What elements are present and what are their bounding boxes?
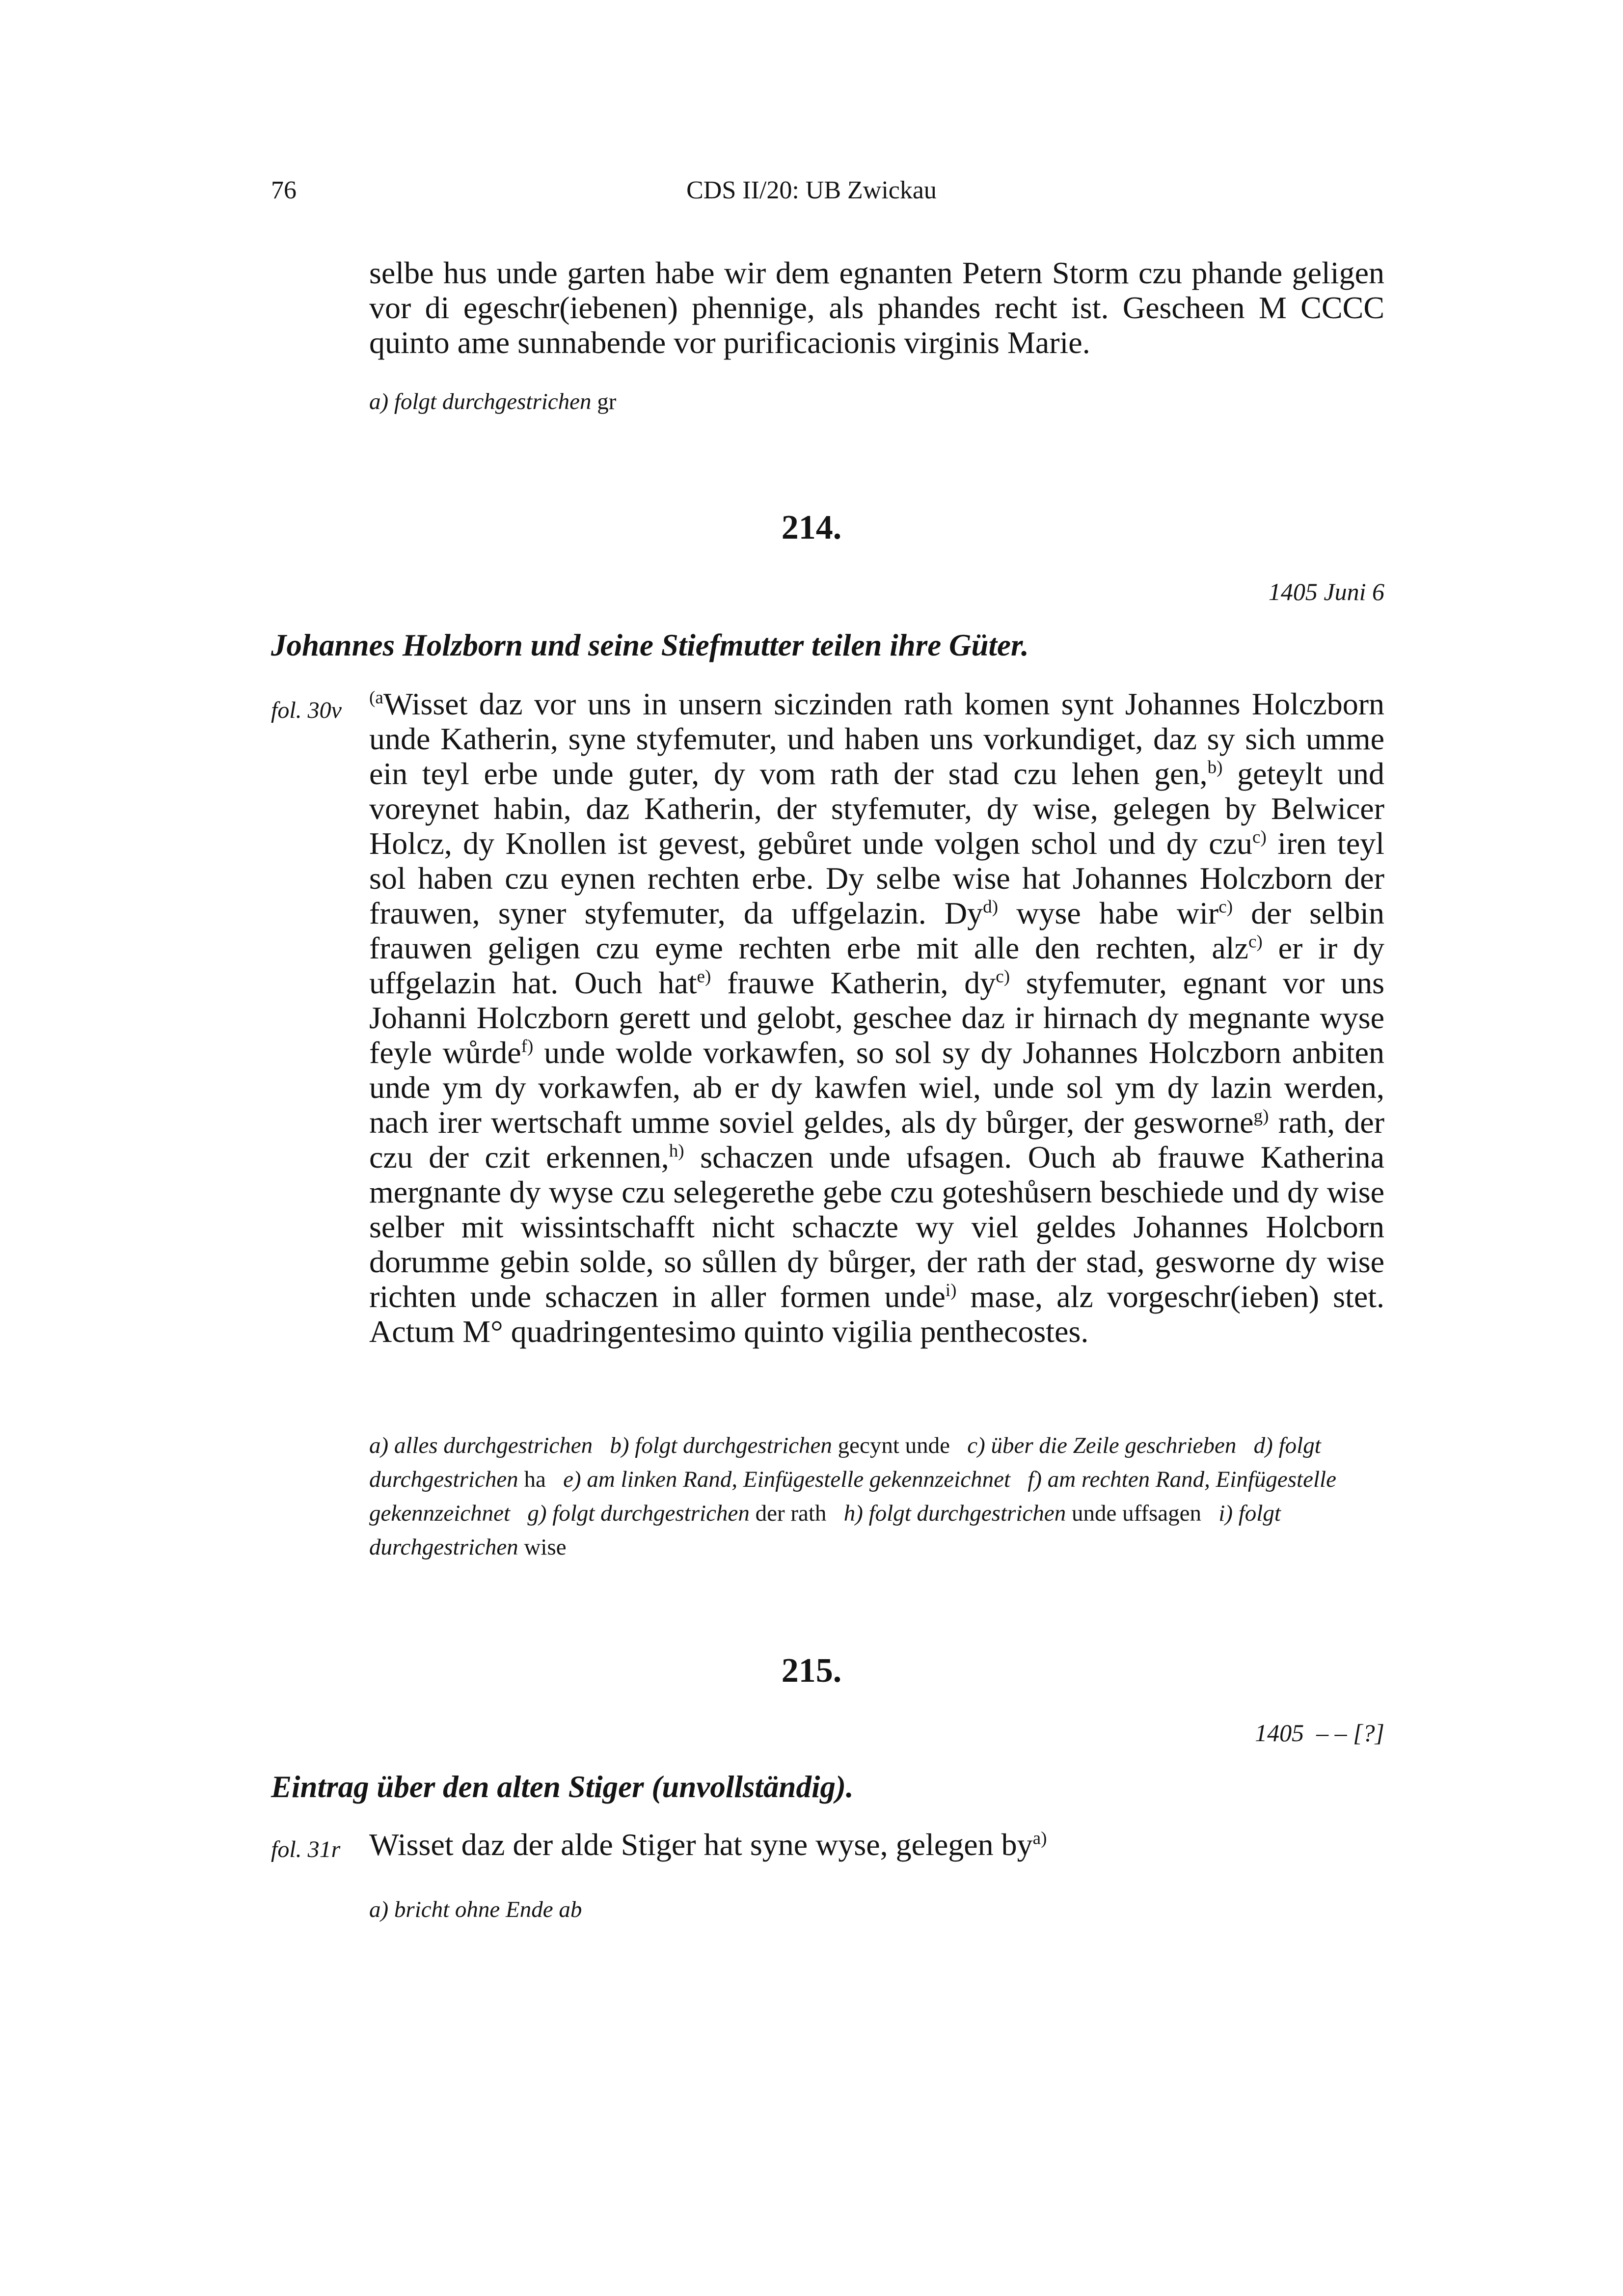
text-segment: mase, alz vorgeschr(ieben) stet. Actum M° quadringentesimo quinto vigilia penthecostes. bbox=[369, 1279, 1384, 1349]
footnote-marker: f) bbox=[521, 1036, 534, 1057]
footnote-text: der rath bbox=[749, 1501, 827, 1526]
text-segment: Wisset daz der alde Stiger hat syne wyse, gelegen by bbox=[369, 1827, 1033, 1862]
footnote-marker: g) bbox=[1253, 1106, 1269, 1126]
entry-215-number: 215. bbox=[781, 1652, 842, 1690]
entry-214-footnotes bbox=[369, 1429, 1395, 1564]
text-segment: schaczen unde ufsagen. Ouch ab frauwe Katherina mergnante dy wyse czu selegerethe gebe czu goteshůsern beschiede und dy wise selber mit wissintschafft nicht schaczte wy viel geldes Johannes Holcborn dorumme gebin solde, so sůllen dy bůrger, der rath der stad, gesworne dy wise richten unde schaczen in aller formen unde bbox=[369, 1140, 1385, 1314]
text-segment: geteylt und voreynet habin, daz Katherin, der styfemuter, dy wise, gelegen by Belwicer Holcz, dy Knollen ist gevest, gebůret unde volgen schol und dy czu bbox=[369, 756, 1385, 861]
footnote-text: wise bbox=[518, 1534, 567, 1560]
footnote-label: a) folgt durchgestrichen bbox=[369, 389, 592, 414]
footnote-marker: b) bbox=[1207, 757, 1223, 778]
entry-215-title: Eintrag über den alten Stiger (unvollständig). bbox=[271, 1770, 854, 1804]
text-segment: er ir dy uffgelazin hat. Ouch hat bbox=[369, 930, 1385, 1000]
footnote-marker: d) bbox=[983, 897, 999, 917]
footnote-label: b) folgt durchgestrichen bbox=[610, 1433, 832, 1458]
entry-215-text bbox=[369, 1827, 1384, 1862]
footnote-marker: ( bbox=[369, 687, 376, 708]
footnote-marker: a bbox=[375, 687, 383, 708]
footnote-marker: c) bbox=[996, 966, 1010, 987]
entry-214-text-block bbox=[369, 686, 1384, 1349]
text-segment: wyse habe wir bbox=[998, 896, 1219, 930]
footnote-marker: i) bbox=[945, 1280, 957, 1301]
footnote-label: e) am linken Rand, Einfügestelle gekennzeichnet bbox=[563, 1467, 1011, 1492]
entry-215-folio: fol. 31r bbox=[271, 1836, 341, 1862]
footnote-marker: e) bbox=[697, 966, 711, 987]
continuation-text-block bbox=[369, 255, 1384, 360]
text-segment: frauwe Katherin, dy bbox=[711, 965, 996, 1000]
entry-214-folio: fol. 30v bbox=[271, 697, 342, 723]
text-segment: Wisset daz vor uns in unsern siczinden rath komen synt Johannes Holczborn unde Katherin, syne styfemuter, und haben uns vorkundiget, daz sy sich umme ein teyl erbe unde guter, dy vom rath der stad czu lehen gen, bbox=[369, 686, 1384, 791]
footnote-label: f) am rechten Rand, Einfügestelle gekennzeichnet bbox=[369, 1467, 1336, 1526]
continuation-footnote bbox=[369, 385, 1395, 419]
footnote-label: i) folgt durchgestrichen bbox=[369, 1501, 1281, 1560]
text-segment: rath, der czu der czit erkennen, bbox=[369, 1105, 1385, 1175]
footnote-text: gr bbox=[591, 389, 617, 414]
footnote-marker: c) bbox=[1252, 827, 1267, 847]
entry-215-footnote bbox=[369, 1893, 1395, 1927]
footnote-label: d) folgt durchgestrichen bbox=[369, 1433, 1321, 1492]
footnote-text: gecynt unde bbox=[832, 1433, 950, 1458]
footnote-text: unde uffsagen bbox=[1066, 1501, 1202, 1526]
entry-214-number: 214. bbox=[781, 509, 842, 547]
text-segment: der selbin frauwen geligen czu eyme rechten erbe mit alle den rechten, alz bbox=[369, 896, 1385, 965]
footnote-label: a) alles durchgestrichen bbox=[369, 1433, 593, 1458]
entry-215-date: 1405 – – [?] bbox=[1255, 1719, 1384, 1747]
text-segment: iren teyl sol haben czu eynen rechten erbe. Dy selbe wise hat Johannes Holczborn der frauwen, syner styfemuter, da uffgelazin. Dy bbox=[369, 826, 1385, 930]
entry-214-date: 1405 Juni 6 bbox=[1268, 578, 1384, 605]
entry-214-text bbox=[369, 686, 1384, 1349]
running-head: CDS II/20: UB Zwickau bbox=[686, 176, 937, 204]
footnote-marker: c) bbox=[1218, 897, 1233, 917]
footnote-label: c) über die Zeile geschrieben bbox=[967, 1433, 1237, 1458]
text-segment: unde wolde vorkawfen, so sol sy dy Johannes Holczborn anbiten unde ym dy vorkawfen, ab er dy kawfen wiel, unde sol ym dy lazin werden, nach irer wertschaft umme soviel geldes, als dy bůrger, der gesworne bbox=[369, 1035, 1385, 1140]
footnote-text: ha bbox=[518, 1467, 546, 1492]
entry-214-title: Johannes Holzborn und seine Stiefmutter teilen ihre Güter. bbox=[271, 628, 1029, 662]
page-number: 76 bbox=[271, 176, 297, 204]
entry-215-text-block bbox=[369, 1827, 1384, 1862]
footnote-marker: c) bbox=[1248, 931, 1263, 952]
continuation-text: selbe hus unde garten habe wir dem egnanten Petern Storm czu phande geligen vor di egeschr(iebenen) phennige, als phandes recht ist. Gescheen M CCCC quinto ame sunnabende vor purificacionis virginis Marie. bbox=[369, 255, 1384, 360]
footnote-marker: a) bbox=[1032, 1828, 1047, 1849]
text-segment: styfemuter, egnant vor uns Johanni Holczborn gerett und gelobt, geschee daz ir hirnach dy megnante wyse feyle wůrde bbox=[369, 965, 1385, 1070]
footnote-label: a) bricht ohne Ende ab bbox=[369, 1897, 582, 1922]
footnote-marker: h) bbox=[669, 1141, 684, 1161]
footnote-label: h) folgt durchgestrichen bbox=[843, 1501, 1066, 1526]
footnote-label: g) folgt durchgestrichen bbox=[527, 1501, 750, 1526]
